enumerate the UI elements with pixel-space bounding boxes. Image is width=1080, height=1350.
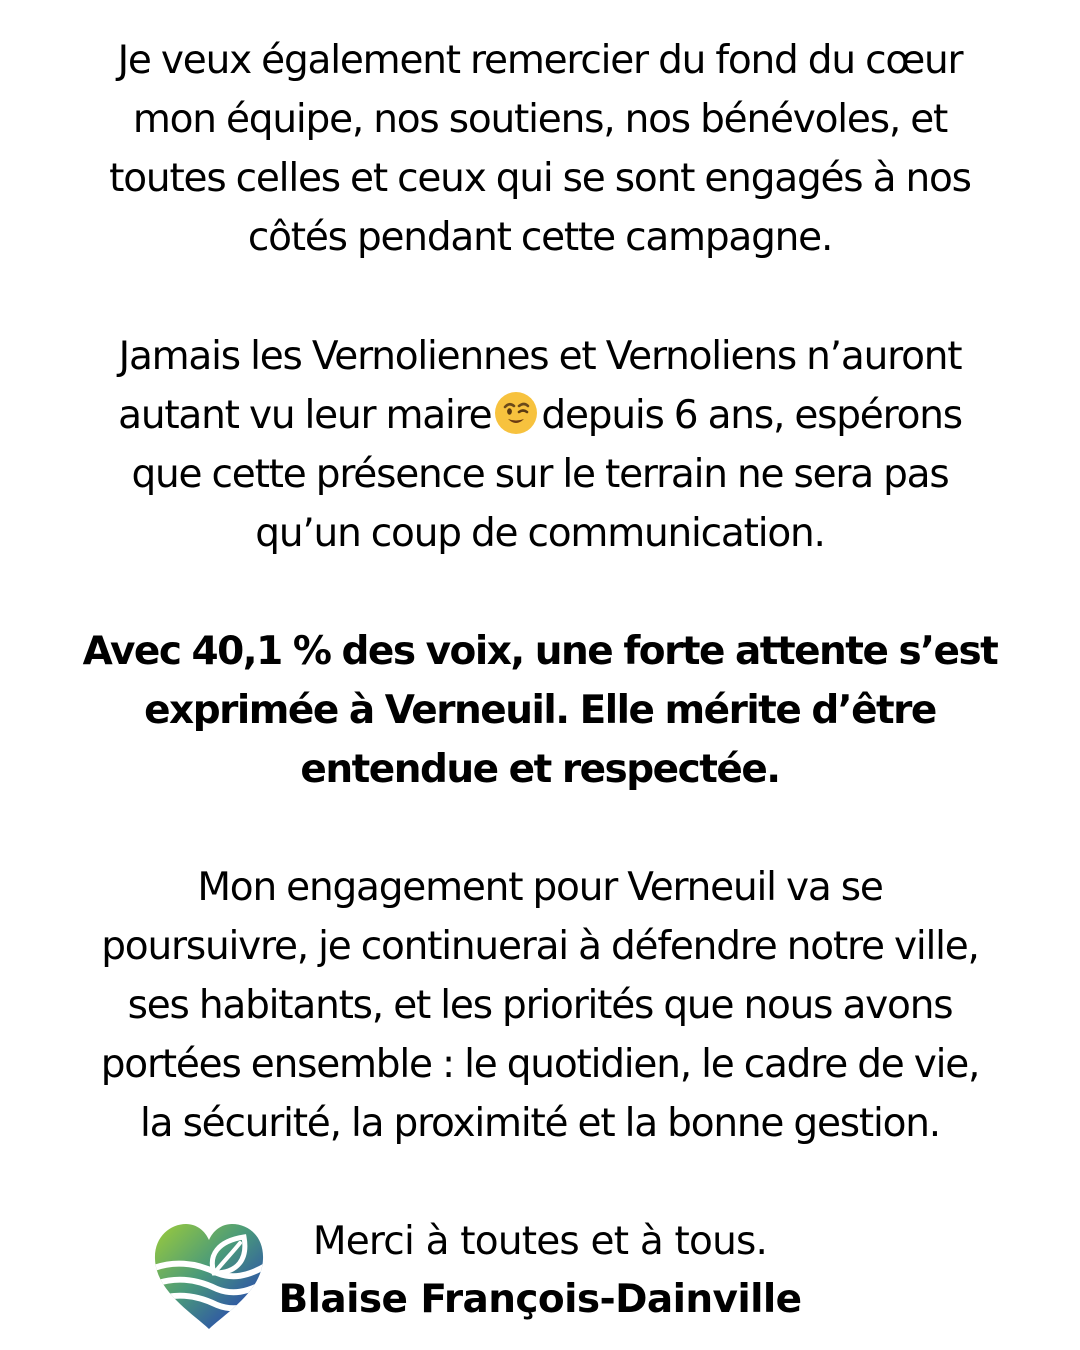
signatory-name: Blaise François-Dainville [278, 1277, 802, 1322]
text-line: que cette présence sur le terrain ne sera pas [131, 452, 949, 497]
text-line: poursuivre, je continuerai à défendre notre ville, [101, 924, 979, 969]
text-line: Je veux également remercier du fond du cœur [117, 38, 963, 83]
paragraph-thanks [40, 31, 1040, 267]
text-line: Jamais les Vernoliennes et Vernoliens n’auront [118, 334, 962, 379]
text-line: portées ensemble : le quotidien, le cadre de vie, [100, 1042, 980, 1087]
text-line: toutes celles et ceux qui se sont engagés à nos [109, 156, 971, 201]
text-line: ses habitants, et les priorités que nous avons [127, 983, 953, 1028]
text-line: Mon engagement pour Verneuil va se [197, 865, 883, 910]
text-line: côtés pendant cette campagne. [247, 215, 833, 260]
text-line: exprimée à Verneuil. Elle mérite d’être [144, 688, 936, 733]
text-line-with-emoji [40, 386, 1040, 445]
signature-block [0, 1213, 1080, 1333]
text-fragment: autant vu leur maire [118, 393, 492, 438]
text-line: qu’un coup de communication. [255, 511, 825, 556]
winking-face-emoji-icon [495, 392, 537, 434]
paragraph-vote-result [40, 622, 1040, 799]
heart-leaf-waves-logo-icon [152, 1221, 267, 1333]
text-line: entendue et respectée. [300, 747, 780, 792]
text-line: mon équipe, nos soutiens, nos bénévoles, et [132, 97, 948, 142]
text-line: la sécurité, la proximité et la bonne gestion. [140, 1101, 940, 1146]
text-fragment: depuis 6 ans, espérons [541, 393, 962, 438]
text-line: Avec 40,1 % des voix, une forte attente s’est [82, 629, 998, 674]
closing-text: Merci à toutes et à tous. [312, 1219, 768, 1264]
paragraph-commitment [40, 858, 1040, 1153]
paragraph-mayor-presence [40, 327, 1040, 563]
